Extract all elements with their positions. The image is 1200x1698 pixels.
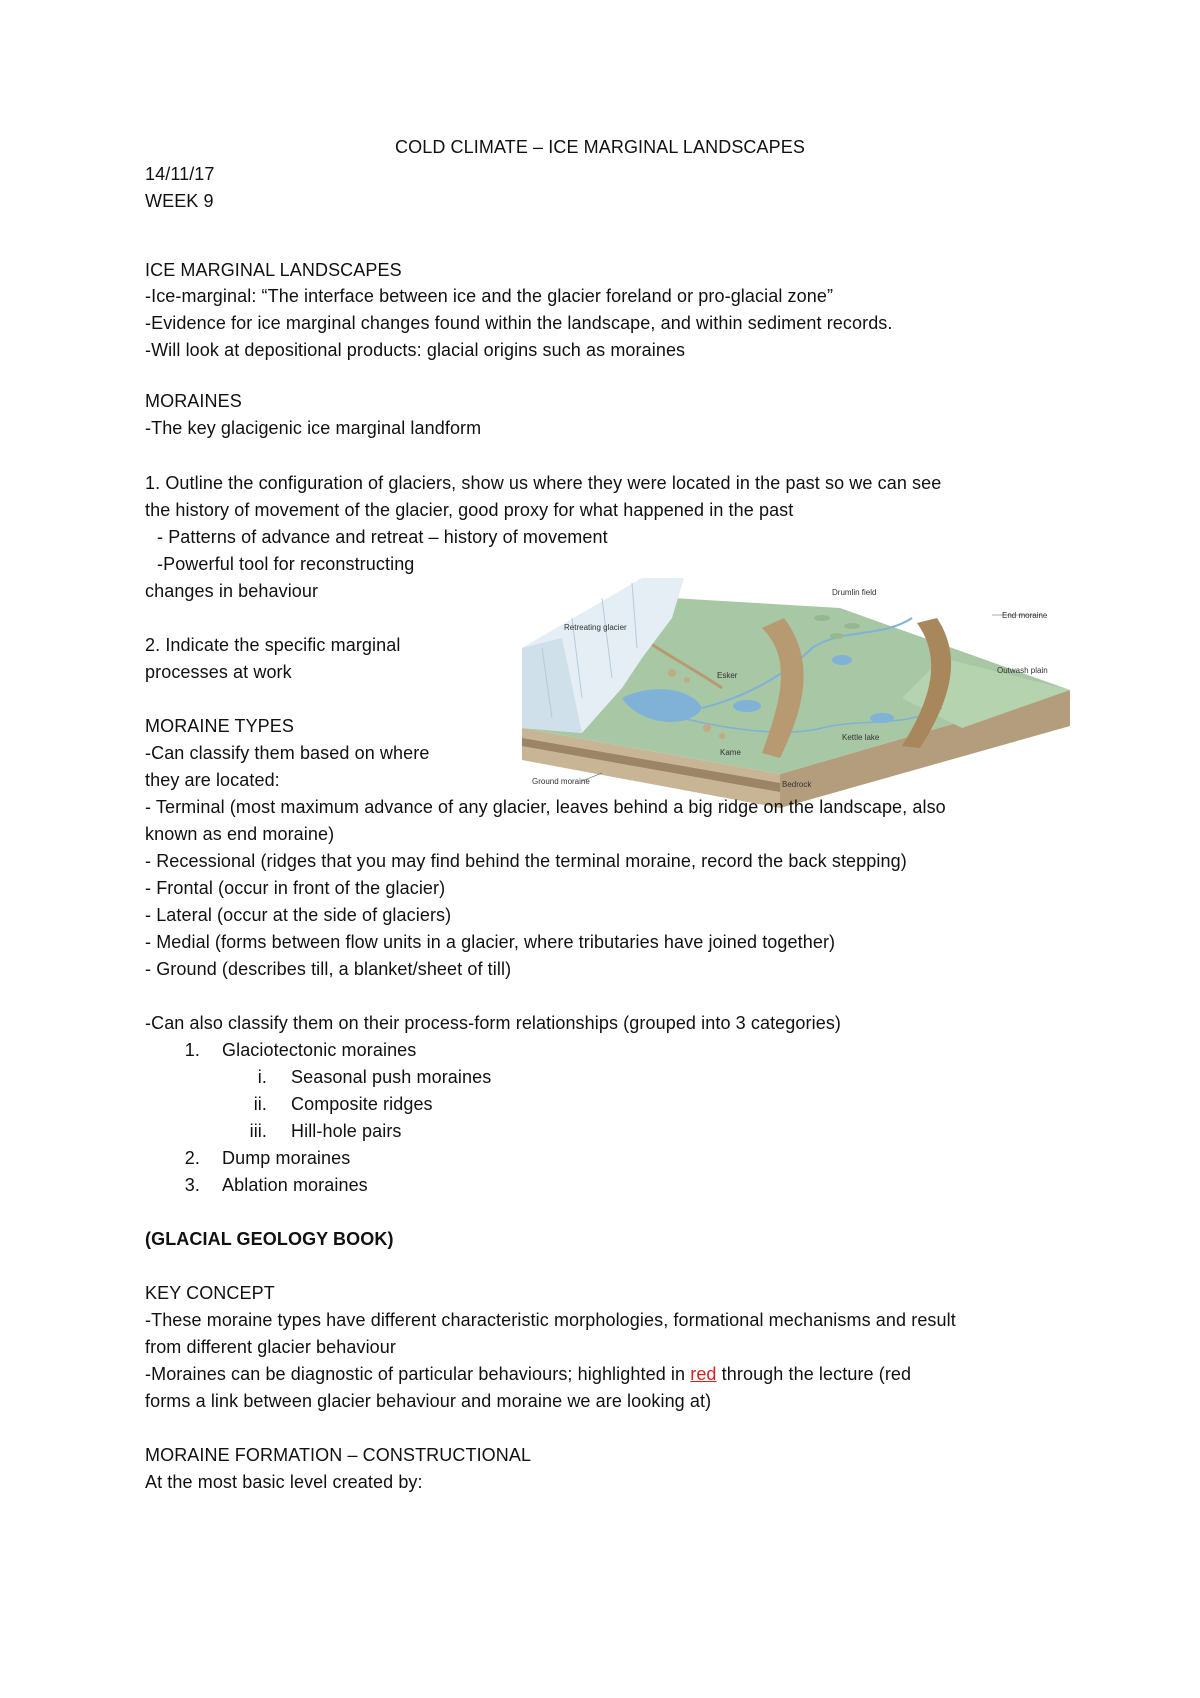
ice-marginal-line-1: -Ice-marginal: “The interface between ice and the glacier foreland or pro-glacial zone” xyxy=(145,286,834,306)
key-concept-text: -Moraines can be diagnostic of particular behaviours; highlighted in xyxy=(145,1364,691,1384)
ice-marginal-heading: ICE MARGINAL LANDSCAPES xyxy=(145,260,402,280)
moraines-point-1-cont: the history of movement of the glacier, good proxy for what happened in the past xyxy=(145,500,794,520)
list-text: Hill-hole pairs xyxy=(291,1121,402,1141)
moraines-line-1: -The key glacigenic ice marginal landform xyxy=(145,418,482,438)
label-bedrock: Bedrock xyxy=(782,780,812,789)
moraines-sub-2: -Powerful tool for reconstructing xyxy=(157,554,415,574)
drumlin xyxy=(844,623,860,629)
point-text: Outline the configuration of glaciers, show us where they were located in the past so we can see xyxy=(160,473,942,493)
key-concept-heading: KEY CONCEPT xyxy=(145,1283,275,1303)
moraines-point-2-cont: processes at work xyxy=(145,662,292,682)
label-retreating-glacier: Retreating glacier xyxy=(564,623,627,632)
key-concept-line-4: forms a link between glacier behaviour and moraine we are looking at) xyxy=(145,1391,712,1411)
document-date: 14/11/17 xyxy=(145,164,215,184)
red-highlight-word: red xyxy=(690,1364,717,1384)
label-ground-moraine: Ground moraine xyxy=(532,777,590,786)
list-number: 3. xyxy=(184,1175,200,1195)
moraines-point-1 xyxy=(145,471,941,495)
key-concept-line-3 xyxy=(145,1362,911,1386)
kettle-lake-shape xyxy=(733,700,761,712)
moraine-formation-heading: MORAINE FORMATION – CONSTRUCTIONAL xyxy=(145,1445,532,1465)
moraine-types-intro-cont: they are located: xyxy=(145,770,280,790)
list-number: 1. xyxy=(184,1040,200,1060)
key-concept-text: through the lecture (red xyxy=(716,1364,912,1384)
drumlin xyxy=(814,615,830,621)
list-text: Glaciotectonic moraines xyxy=(222,1040,417,1060)
list-text: Dump moraines xyxy=(222,1148,351,1168)
kame-mound xyxy=(684,677,690,683)
moraines-sub-1: - Patterns of advance and retreat – history of movement xyxy=(157,527,608,547)
label-end-moraine: End moraine xyxy=(1002,611,1048,620)
point-number: 2. xyxy=(145,635,161,655)
label-drumlin-field: Drumlin field xyxy=(832,588,877,597)
moraines-sub-2-cont: changes in behaviour xyxy=(145,581,319,601)
moraine-type-lateral: - Lateral (occur at the side of glaciers) xyxy=(145,905,452,925)
label-esker: Esker xyxy=(717,671,738,680)
moraine-type-frontal: - Frontal (occur in front of the glacier) xyxy=(145,878,446,898)
document-week: WEEK 9 xyxy=(145,191,214,211)
moraine-type-medial: - Medial (forms between flow units in a glacier, where tributaries have joined together) xyxy=(145,932,836,952)
list-number: 2. xyxy=(184,1148,200,1168)
kame-mound xyxy=(719,733,725,739)
moraine-type-terminal-cont: known as end moraine) xyxy=(145,824,335,844)
moraine-types-intro: -Can classify them based on where xyxy=(145,743,430,763)
category-3 xyxy=(178,1173,368,1197)
category-1 xyxy=(178,1038,416,1062)
ice-marginal-line-2: -Evidence for ice marginal changes found within the landscape, and within sediment records. xyxy=(145,313,893,333)
moraine-type-terminal: - Terminal (most maximum advance of any glacier, leaves behind a big ridge on the landscape, also xyxy=(145,797,946,817)
drumlin xyxy=(830,633,844,639)
list-number: ii. xyxy=(253,1094,267,1114)
moraine-type-recessional: - Recessional (ridges that you may find behind the terminal moraine, record the back stepping) xyxy=(145,851,907,871)
kettle-lake-shape xyxy=(832,655,852,665)
moraines-point-2 xyxy=(145,633,400,657)
moraine-type-ground: - Ground (describes till, a blanket/sheet of till) xyxy=(145,959,512,979)
list-number: iii. xyxy=(249,1121,267,1141)
list-text: Composite ridges xyxy=(291,1094,433,1114)
list-number: i. xyxy=(257,1067,267,1087)
list-text: Ablation moraines xyxy=(222,1175,368,1195)
ice-marginal-line-3: -Will look at depositional products: glacial origins such as moraines xyxy=(145,340,686,360)
label-outwash-plain: Outwash plain xyxy=(997,666,1048,675)
kame-mound xyxy=(703,724,711,732)
label-kettle-lake: Kettle lake xyxy=(842,733,880,742)
moraines-heading: MORAINES xyxy=(145,391,242,411)
key-concept-line-2: from different glacier behaviour xyxy=(145,1337,396,1357)
category-2 xyxy=(178,1146,350,1170)
list-text: Seasonal push moraines xyxy=(291,1067,492,1087)
subcategory-3 xyxy=(237,1119,402,1143)
moraine-formation-line-1: At the most basic level created by: xyxy=(145,1472,423,1492)
glacial-landscape-illustration xyxy=(522,578,1070,810)
glacial-landscape-diagram xyxy=(522,578,1070,810)
subcategory-1 xyxy=(237,1065,491,1089)
book-reference: (GLACIAL GEOLOGY BOOK) xyxy=(145,1229,394,1249)
document-title: COLD CLIMATE – ICE MARGINAL LANDSCAPES xyxy=(395,137,805,157)
process-form-intro: -Can also classify them on their process-form relationships (grouped into 3 categories) xyxy=(145,1013,842,1033)
subcategory-2 xyxy=(237,1092,433,1116)
key-concept-line-1: -These moraine types have different characteristic morphologies, formational mechanisms and result xyxy=(145,1310,956,1330)
moraine-types-heading: MORAINE TYPES xyxy=(145,716,295,736)
point-number: 1. xyxy=(145,473,161,493)
label-kame: Kame xyxy=(720,748,741,757)
point-text: Indicate the specific marginal xyxy=(160,635,401,655)
kame-mound xyxy=(668,669,676,677)
